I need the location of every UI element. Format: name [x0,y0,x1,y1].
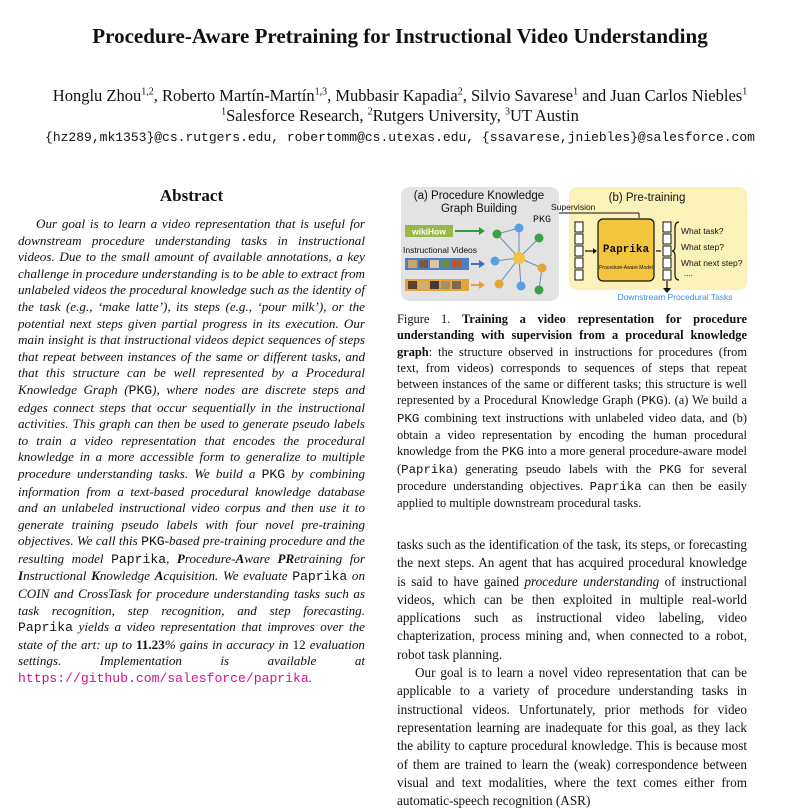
affiliation-list: $^1$Salesforce Research, $^2$Rutgers University, $^3$UT Austin [221,106,579,125]
affiliation-name: Salesforce Research [226,106,360,125]
github-link[interactable]: https://github.com/salesforce/paprika [18,671,309,687]
paprika-model-sublabel: Procedure-Aware Model [599,265,653,271]
author-name: Silvio Savarese [470,86,574,105]
affiliation-name: Rutgers University [372,106,497,125]
paper-title: Procedure-Aware Pretraining for Instructional Video Understanding [92,24,708,48]
panel-a-title: (a) Procedure Knowledge Graph Building [413,190,545,215]
figure-1 [399,186,749,304]
author-name: Mubbasir Kapadia [335,86,458,105]
author-block [0,86,800,126]
body-paragraph-2: Our goal is to learn a novel video representation that can be applicable to a variety of procedure understanding tasks in instructional videos. Unfortunately, prior methods for video representation learning are inadequate for this goal, as they lack the ability to capture procedural knowledge. This is because most of them are trained to learn the (weak) correspondence between visual and text modalities, where the text comes either from automatic-speech recognition (ASR) [397,665,747,809]
abstract-text: Our goal is to learn a video representation that is useful for downstream procedure understanding tasks in instructional videos. Due to the small amount of available annotations, a key challenge in procedure understanding is to be able to extract from unlabeled videos the procedural knowledge such as the identity of the task (e.g., ‘make latte’), its steps (e.g., ‘pour milk’), or the potential next steps given partial progress in its execution. Our main insight is that instructional videos depict sequences of steps that repeat between instances of the same or different tasks, and that this structure can be well represented by a Procedural Knowledge Graph (PKG), where nodes are discrete steps and edges connect steps that occur sequentially in the instructional activities. This graph can then be used to generate pseudo labels to train a video representation that encodes the procedural knowledge in a more accessible form to generalize to multiple procedure understanding tasks. We build a PKG by combining information from a text-based procedural knowledge database and an unlabeled instructional video corpus and then use it to generate training pseudo labels with four novel pre-training objectives. We call this PKG-based pre-training procedure and the resulting model Paprika, Procedure-Aware PRetraining for Instructional Knowledge Acquisition. We evaluate Paprika on COIN and CrossTask for procedure understanding tasks such as task recognition, step recognition, and step forecasting. Paprika yields a video representation that improves over the state of the art: up to 11.23% gains in accuracy in 12 evaluation settings. Implementation is available at https://github.com/salesforce/paprika. [18,216,366,687]
pkg-graph-label: PKG [533,215,552,226]
body-text [397,536,747,810]
question-next-step: What next step? [681,258,743,268]
output-feature-stack [663,222,671,280]
figure-caption: Figure 1. Training a video representation for procedure understanding with supervision from a procedural knowledge graph: the structure observed in instructions for procedures (from text, from videos) corresponds to sequences of steps that repeat between instances of the same or different tasks; this structure is well represented by a Procedural Knowledge Graph (PKG). (a) We build a PKG combining text instructions with unlabeled video data, and (b) obtain a video representation by encoding the human procedural knowledge from the PKG into a more general procedure-aware model (Paprika) generating pseudo labels with the PKG for several procedure understanding objectives. Paprika can then be easily applied to multiple downstream procedural tasks. [397,312,747,511]
author-list: Honglu Zhou$^{1,2}$, Roberto Martín-Martín$^{1,3}$, Mubbasir Kapadia$^2$, Silvio Savarese$^1$ and Juan Carlos Niebles$^1$ [52,86,748,105]
author-name: Honglu Zhou [52,86,142,105]
paprika-model-label: Paprika [602,244,650,256]
abstract-heading: Abstract [159,186,224,205]
author-emails: {hz289,mk1353}@cs.rutgers.edu, robertomm@cs.utexas.edu, {ssavarese,jniebles}@salesforce.com [45,130,755,145]
input-feature-stack [575,222,583,280]
wikihow-label: wikiHow [411,226,447,237]
author-name: Juan Carlos Niebles [610,86,743,105]
instructional-videos-label: Instructional Videos [403,245,478,255]
question-step: What step? [681,242,724,252]
supervision-label: Supervision [551,202,596,212]
panel-b-title: (b) Pre-training [608,192,686,204]
downstream-tasks-label: Downstream Procedural Tasks [617,292,733,302]
abstract-column [18,186,365,688]
affiliation-name: UT Austin [509,106,579,125]
author-name: Roberto Martín-Martín [162,86,315,105]
question-more: .... [684,269,693,278]
body-paragraph-1: tasks such as the identification of the task, its steps, or forecasting the next steps. An agent that has acquired procedural knowledge is said to have gained procedure understanding of instructional videos, which can be then exploited in multiple real-world applications such as instructional video labeling, video chapterization, process mining and, when connected to a robot, robot task planning. [397,537,748,662]
question-task: What task? [681,226,724,236]
